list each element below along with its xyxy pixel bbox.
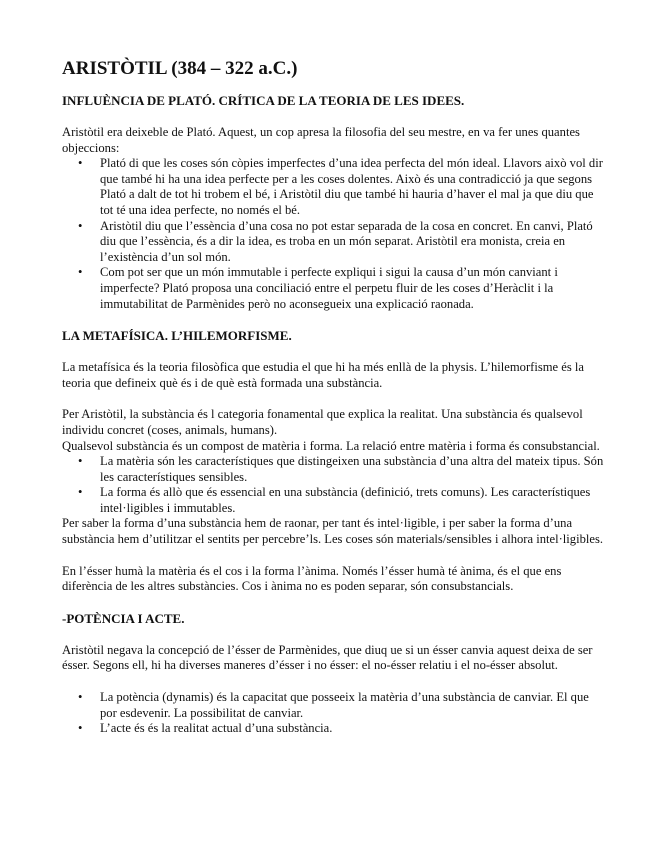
bullet-icon: • [78, 454, 83, 469]
paragraph: Aristòtil negava la concepció de l’ésser de Parmènides, que diuq ue si un ésser canvia aquest deixa de ser ésser. Segons ell, hi ha diverses maneres d’ésser i no ésser: el no-ésser relatiu i el no-ésser absolut. [62, 642, 593, 673]
intro-paragraph: Aristòtil era deixeble de Plató. Aquest, un cop apresa la filosofia del seu mestre, en va fer unes quantes objeccions: [62, 125, 580, 155]
paragraph: Per saber la forma d’una substància hem de raonar, per tant és intel·ligible, i per saber la forma d’una substància hem d’utilitzar el sentits per percebre’ls. Les coses són materials/sensibles i alhora intel·ligibles. [62, 516, 604, 547]
potency-act-list [62, 690, 607, 737]
bullet-icon: • [78, 690, 83, 705]
list-item-text: L’acte és és la realitat actual d’una substància. [100, 721, 333, 736]
document-title: ARISTÒTIL (384 – 322 a.C.) [62, 58, 298, 79]
list-item-text: Com pot ser que un món immutable i perfecte expliqui i sigui la causa d’un món canviant i imperfecte? Plató proposa una conciliació entre el perpetu fluir de les coses d’Heràclit i la immutabilitat de Parmènides però no aconsegueix una explicació raonada. [100, 265, 558, 311]
bullet-icon: • [78, 265, 83, 280]
paragraph: En l’ésser humà la matèria és el cos i la forma l’ànima. Només l’ésser humà té ànima, és el que ens diferència de les altres substàncies. Cos i ànima no es poden separar, són consubstancials. [62, 563, 562, 594]
matter-form-list [62, 454, 607, 516]
section-heading-potencia: -POTÈNCIA I ACTE. [62, 610, 185, 626]
bullet-icon: • [78, 485, 83, 500]
paragraph: La metafísica és la teoria filosòfica que estudia el que hi ha més enllà de la physis. L’hilemorfisme és la teoria que defineix què és i de què està formada una substància. [62, 360, 585, 390]
bullet-icon: • [78, 218, 83, 233]
list-item-text: La forma és allò que és essencial en una substància (definició, trets comuns). Les característiques intel·ligibles i immutables. [100, 485, 591, 515]
section-heading-platon: INFLUÈNCIA DE PLATÓ. CRÍTICA DE LA TEORIA DE LES IDEES. [62, 93, 465, 108]
list-item-text: Plató di que les coses són còpies imperfectes d’una idea perfecta del món ideal. Llavors això vol dir que també hi ha una idea perfecte per a les coses dolentes. Això és una contradicció ja que segons Plató a dalt de tot hi trobem el bé, i Aristòtil diu que també hi hauria d’haver el mal ja que diu que tot té una idea perfecte, no només el bé. [100, 156, 603, 217]
list-item-text: La potència (dynamis) és la capacitat que posseeix la matèria d’una substància de canviar. El que por esdevenir. La possibilitat de canviar. [100, 690, 589, 720]
list-item [62, 265, 607, 312]
bullet-icon: • [78, 156, 83, 171]
list-item [62, 485, 607, 516]
list-item-text: La matèria són les característiques que distingeixen una substància d’una altra del mateix tipus. Són les característiques sensibles. [100, 454, 604, 484]
section-heading-metafisica: LA METAFÍSICA. L’HILEMORFISME. [62, 328, 292, 344]
paragraph: Qualsevol substància és un compost de matèria i forma. La relació entre matèria i forma és consubstancial. [62, 438, 600, 453]
list-item [62, 690, 607, 721]
list-item [62, 219, 607, 266]
list-item [62, 454, 607, 485]
list-item [62, 721, 607, 737]
list-item-text: Aristòtil diu que l’essència d’una cosa no pot estar separada de la cosa en concret. En canvi, Plató diu que l’essència, és a dir la idea, es troba en un món separat. Aristòtil era monista, creia en l’existència d’un sol món. [100, 218, 593, 264]
list-item [62, 156, 607, 218]
paragraph: Per Aristòtil, la substància és l categoria fonamental que explica la realitat. Una substància és qualsevol individu concret (coses, animals, humans). [62, 407, 583, 437]
bullet-icon: • [78, 721, 83, 736]
objections-list [62, 156, 607, 312]
